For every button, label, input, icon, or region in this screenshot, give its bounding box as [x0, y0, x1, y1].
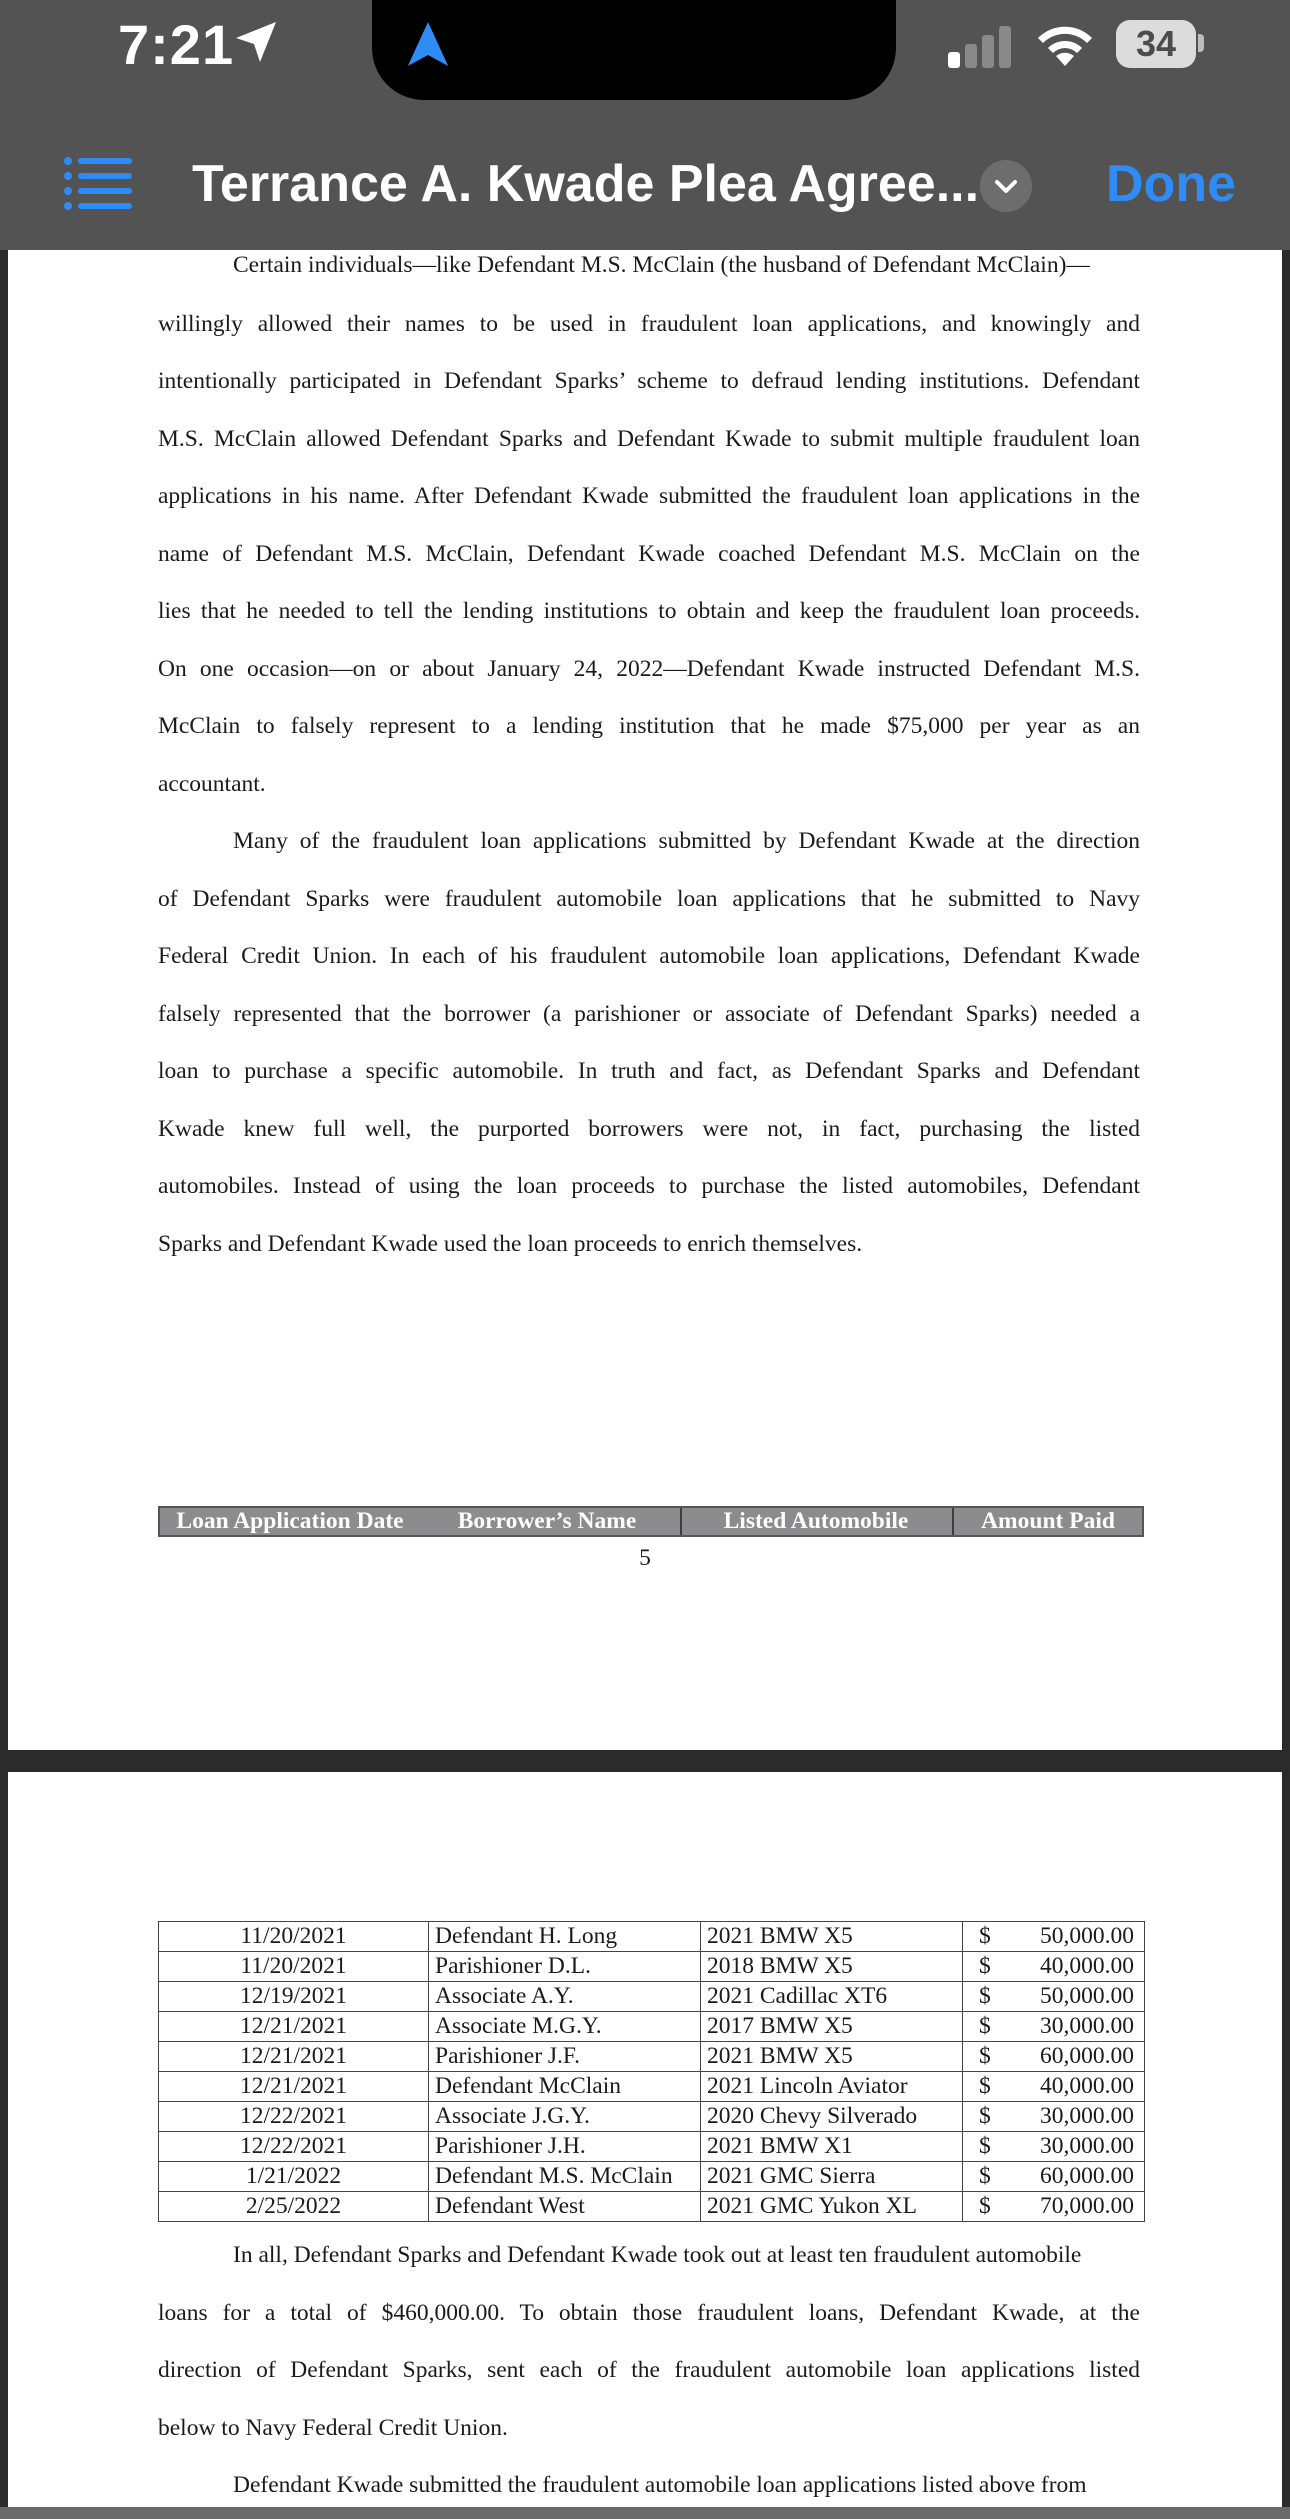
cell-date: 12/19/2021 [159, 1982, 429, 2012]
cell-automobile: 2021 Cadillac XT6 [701, 1982, 963, 2012]
paragraph-line: M.S. McClain allowed Defendant Sparks and Defendant Kwade to submit multiple fraudulent loan [158, 426, 1140, 452]
amount-value: 30,000.00 [1040, 2013, 1134, 2039]
column-header-date: Loan Application Date [176, 1508, 404, 1534]
paragraph-line: intentionally participated in Defendant Sparks’ scheme to defraud lending institutions. Defendant [158, 368, 1140, 394]
currency-symbol: $ [979, 2133, 991, 2159]
currency-symbol: $ [979, 2073, 991, 2099]
table-row [159, 1922, 1145, 1952]
cell-borrower: Defendant West [429, 2192, 701, 2222]
amount-value: 30,000.00 [1040, 2133, 1134, 2159]
paragraph-line: Sparks and Defendant Kwade used the loan proceeds to enrich themselves. [158, 1231, 863, 1257]
cell-automobile: 2021 BMW X1 [701, 2132, 963, 2162]
top-chrome [0, 0, 1290, 250]
status-time: 7:21 [118, 13, 235, 76]
paragraph-line: Kwade knew full well, the purported borrowers were not, in fact, purchasing the listed [158, 1116, 1140, 1142]
cell-automobile: 2017 BMW X5 [701, 2012, 963, 2042]
loan-table-header [158, 1506, 1144, 1537]
table-row [159, 2102, 1145, 2132]
cell-borrower: Defendant M.S. McClain [429, 2162, 701, 2192]
cell-date: 12/22/2021 [159, 2102, 429, 2132]
cell-date: 12/21/2021 [159, 2042, 429, 2072]
cell-borrower: Associate A.Y. [429, 1982, 701, 2012]
paragraph-line: of Defendant Sparks were fraudulent automobile loan applications that he submitted to Navy [158, 886, 1140, 912]
paragraph-line: below to Navy Federal Credit Union. [158, 2415, 508, 2441]
dynamic-island [372, 0, 896, 100]
table-row [159, 2012, 1145, 2042]
location-arrow-icon [232, 18, 280, 66]
paragraph-line: Many of the fraudulent loan applications submitted by Defendant Kwade at the direction [233, 828, 1140, 854]
cell-borrower: Defendant H. Long [429, 1922, 701, 1952]
paragraph-line: Certain individuals—like Defendant M.S. McClain (the husband of Defendant McClain)— [233, 252, 1090, 278]
loan-table [158, 1921, 1145, 2222]
done-button[interactable]: Done [1106, 155, 1236, 213]
cell-amount [963, 1952, 1145, 1982]
cell-date: 12/21/2021 [159, 2072, 429, 2102]
paragraph-line: willingly allowed their names to be used in fraudulent loan applications, and knowingly and [158, 311, 1140, 337]
cell-borrower: Associate M.G.Y. [429, 2012, 701, 2042]
paragraph-line: On one occasion—on or about January 24, 2022—Defendant Kwade instructed Defendant M.S. [158, 656, 1140, 682]
table-row [159, 2132, 1145, 2162]
table-row [159, 2192, 1145, 2222]
paragraph-line: Federal Credit Union. In each of his fraudulent automobile loan applications, Defendant Kwade [158, 943, 1140, 969]
paragraph-line: accountant. [158, 771, 266, 797]
currency-symbol: $ [979, 1983, 991, 2009]
paragraph-line: lies that he needed to tell the lending institutions to obtain and keep the fraudulent loan proceeds. [158, 598, 1140, 624]
table-row [159, 1982, 1145, 2012]
battery-tip [1198, 34, 1204, 52]
cell-borrower: Parishioner D.L. [429, 1952, 701, 1982]
cell-date: 12/22/2021 [159, 2132, 429, 2162]
document-page-6 [8, 1772, 1282, 2507]
cell-borrower: Defendant McClain [429, 2072, 701, 2102]
cell-amount [963, 2042, 1145, 2072]
cell-automobile: 2021 BMW X5 [701, 1922, 963, 1952]
cell-automobile: 2021 GMC Sierra [701, 2162, 963, 2192]
document-page-5 [8, 250, 1282, 1750]
status-bar [0, 0, 1290, 110]
cell-borrower: Parishioner J.H. [429, 2132, 701, 2162]
currency-symbol: $ [979, 2013, 991, 2039]
paragraph-line: automobiles. Instead of using the loan proceeds to purchase the listed automobiles, Defendant [158, 1173, 1140, 1199]
navigation-arrow-icon [406, 20, 450, 68]
table-row [159, 1952, 1145, 1982]
document-title[interactable]: Terrance A. Kwade Plea Agree... [192, 155, 980, 213]
paragraph-line: name of Defendant M.S. McClain, Defendant Kwade coached Defendant M.S. McClain on the [158, 541, 1140, 567]
amount-value: 40,000.00 [1040, 1953, 1134, 1979]
cell-borrower: Parishioner J.F. [429, 2042, 701, 2072]
amount-value: 60,000.00 [1040, 2163, 1134, 2189]
paragraph-line: falsely represented that the borrower (a parishioner or associate of Defendant Sparks) needed a [158, 1001, 1140, 1027]
column-header-amount: Amount Paid [981, 1508, 1115, 1534]
paragraph-line: loan to purchase a specific automobile. In truth and fact, as Defendant Sparks and Defendant [158, 1058, 1140, 1084]
amount-value: 60,000.00 [1040, 2043, 1134, 2069]
cell-amount [963, 2012, 1145, 2042]
chevron-down-icon[interactable] [980, 160, 1032, 212]
cell-automobile: 2021 GMC Yukon XL [701, 2192, 963, 2222]
cell-automobile: 2021 Lincoln Aviator [701, 2072, 963, 2102]
document-toolbar [0, 110, 1290, 250]
table-row [159, 2162, 1145, 2192]
amount-value: 50,000.00 [1040, 1983, 1134, 2009]
battery-indicator: 34 [1116, 20, 1196, 68]
currency-symbol: $ [979, 1923, 991, 1949]
cellular-signal-icon [948, 24, 1012, 68]
paragraph-line: McClain to falsely represent to a lending institution that he made $75,000 per year as an [158, 713, 1140, 739]
amount-value: 40,000.00 [1040, 2073, 1134, 2099]
amount-value: 30,000.00 [1040, 2103, 1134, 2129]
column-header-automobile: Listed Automobile [723, 1508, 909, 1534]
cell-borrower: Associate J.G.Y. [429, 2102, 701, 2132]
cell-amount [963, 1982, 1145, 2012]
cell-amount [963, 2072, 1145, 2102]
cell-amount [963, 2162, 1145, 2192]
cell-automobile: 2018 BMW X5 [701, 1952, 963, 1982]
wifi-icon [1034, 20, 1096, 68]
cell-automobile: 2021 BMW X5 [701, 2042, 963, 2072]
cell-amount [963, 1922, 1145, 1952]
outline-list-icon[interactable] [64, 156, 132, 212]
table-row [159, 2072, 1145, 2102]
paragraph-line: loans for a total of $460,000.00. To obtain those fraudulent loans, Defendant Kwade, at the [158, 2300, 1140, 2326]
paragraph-line: In all, Defendant Sparks and Defendant Kwade took out at least ten fraudulent automobile [233, 2242, 1082, 2268]
page-number: 5 [639, 1545, 651, 1571]
currency-symbol: $ [979, 2103, 991, 2129]
cell-amount [963, 2192, 1145, 2222]
paragraph-line: applications in his name. After Defendant Kwade submitted the fraudulent loan applications in the [158, 483, 1140, 509]
column-header-borrower: Borrower’s Name [457, 1508, 637, 1534]
cell-amount [963, 2132, 1145, 2162]
cell-date: 12/21/2021 [159, 2012, 429, 2042]
cell-automobile: 2020 Chevy Silverado [701, 2102, 963, 2132]
cell-date: 1/21/2022 [159, 2162, 429, 2192]
bottom-edge [0, 2507, 1290, 2519]
amount-value: 50,000.00 [1040, 1923, 1134, 1949]
page-separator [0, 1750, 1290, 1772]
paragraph-line: direction of Defendant Sparks, sent each of the fraudulent automobile loan applications listed [158, 2357, 1140, 2383]
cell-date: 11/20/2021 [159, 1952, 429, 1982]
cell-date: 2/25/2022 [159, 2192, 429, 2222]
amount-value: 70,000.00 [1040, 2193, 1134, 2219]
currency-symbol: $ [979, 2163, 991, 2189]
table-row [159, 2042, 1145, 2072]
paragraph-line: Defendant Kwade submitted the fraudulent automobile loan applications listed above from [233, 2472, 1087, 2498]
cell-date: 11/20/2021 [159, 1922, 429, 1952]
currency-symbol: $ [979, 1953, 991, 1979]
currency-symbol: $ [979, 2043, 991, 2069]
currency-symbol: $ [979, 2193, 991, 2219]
cell-amount [963, 2102, 1145, 2132]
